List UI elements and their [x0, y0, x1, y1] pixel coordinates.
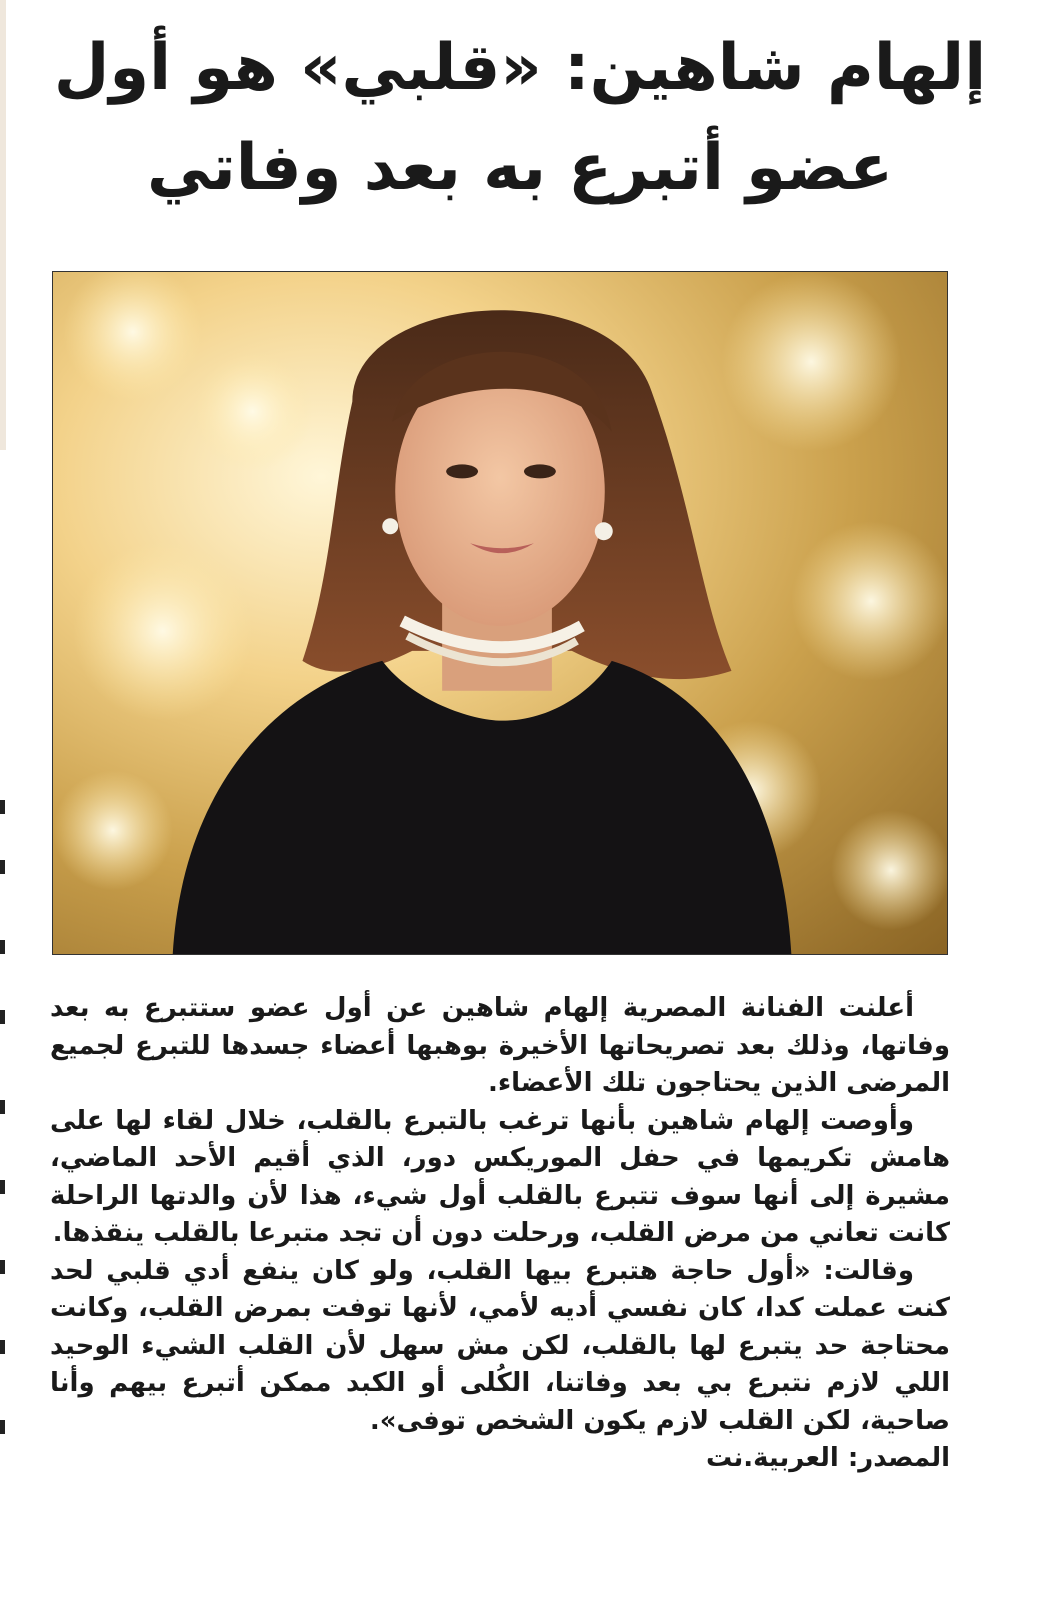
article-headline [40, 18, 1000, 218]
article-paragraph-1: أعلنت الفنانة المصرية إلهام شاهين عن أول عضو ستتبرع به بعد وفاتها، وذلك بعد تصريحاتها الأخيرة بوهبها أعضاء جسدها للتبرع لجميع المرضى الذين يحتاجون تلك الأعضاء. [50, 993, 950, 1098]
headline-line-1: إلهام شاهين: «قلبي» هو أول [53, 31, 987, 105]
headline-line-2: عضو أتبرع به بعد وفاتي [146, 131, 894, 205]
adjacent-column-edge [0, 800, 10, 1500]
portrait-photo [52, 271, 948, 955]
portrait-photo-icon [53, 272, 947, 954]
article-paragraph-3: وقالت: «أول حاجة هتبرع بيها القلب، ولو كان ينفع أدي قلبي لحد كنت عملت كدا، كان نفسي أديه لأمي، لأنها توفت بمرض القلب، وكانت محتاجة حد يتبرع لها بالقلب، لكن مش سهل لأن القلب الشيء الوحيد اللي لازم نتبرع بي بعد وفاتنا، الكُلى أو الكبد ممكن أتبرع بيهم وأنا صاحية، لكن القلب لازم يكون الشخص توفى». [50, 1255, 950, 1436]
article-body [50, 990, 950, 1478]
article-source: المصدر: العربية.نت [706, 1443, 950, 1473]
article-paragraph-2: وأوصت إلهام شاهين بأنها ترغب بالتبرع بالقلب، خلال لقاء لها على هامش تكريمها في حفل الموريكس دور، الذي أقيم الأحد الماضي، مشيرة إلى أنها سوف تتبرع بالقلب أول شيء، هذا لأن والدتها الراحلة كانت تعاني من مرض القلب، ورحلت دون أن تجد متبرعا بالقلب ينقذها. [50, 1105, 950, 1248]
page-edge-strip [0, 0, 6, 450]
